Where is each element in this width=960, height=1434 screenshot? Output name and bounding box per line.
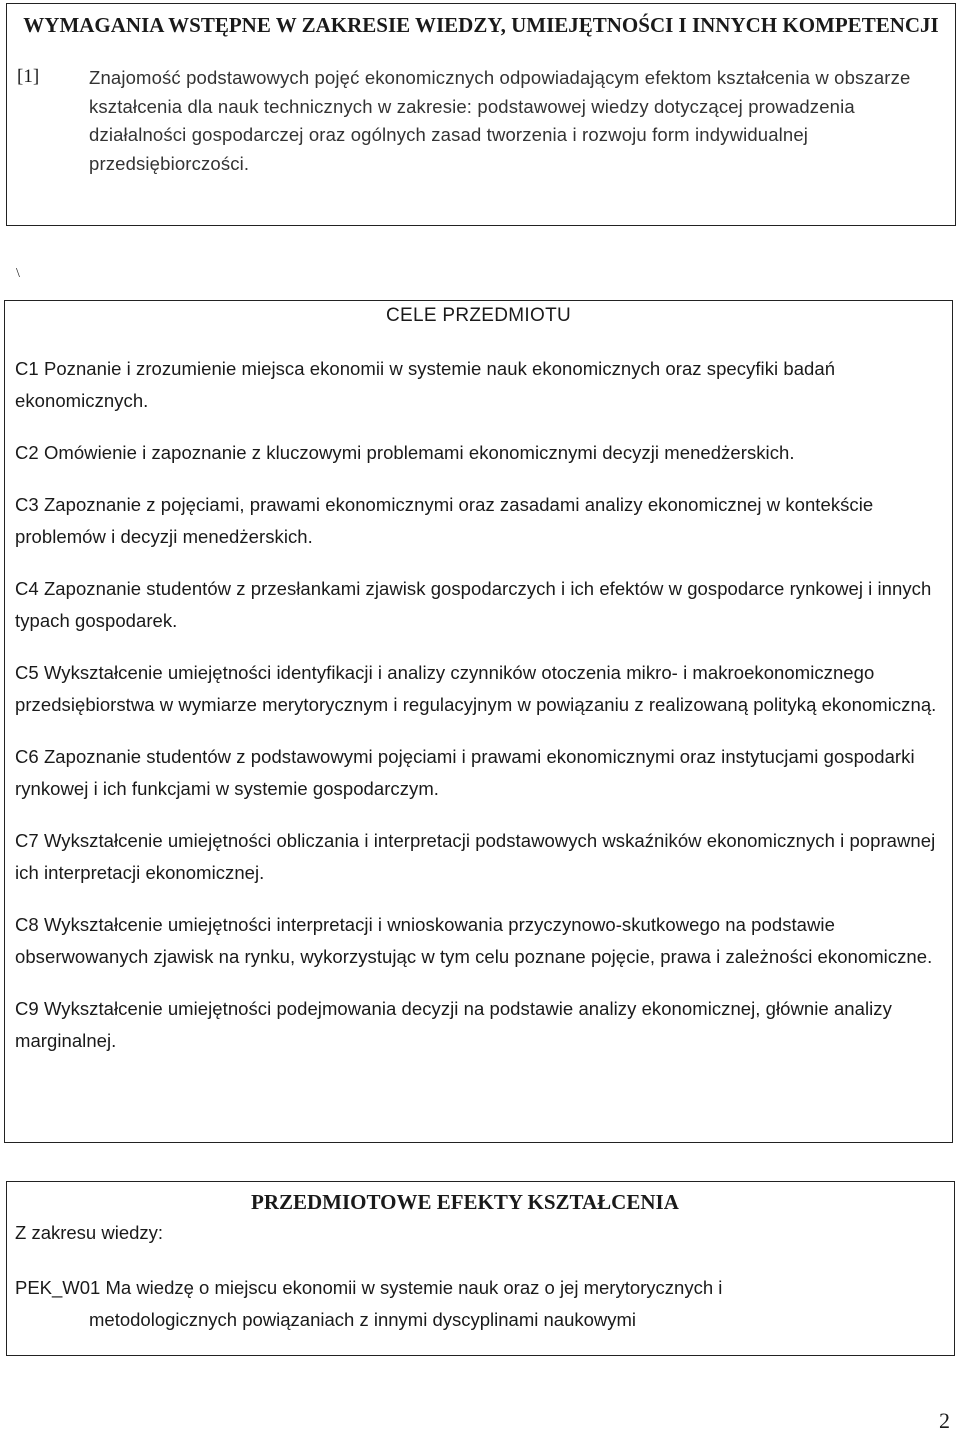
requirements-box [6,3,956,226]
goal-item: C1 Poznanie i zrozumienie miejsca ekonomii w systemie nauk ekonomicznych oraz specyfiki badań ekonomicznych. [15,358,836,411]
goal-item: C3 Zapoznanie z pojęciami, prawami ekonomicznymi oraz zasadami analizy ekonomicznej w kontekście problemów i decyzji menedżerskich. [15,494,874,547]
outcome-pek-w01-line2: metodologicznych powiązaniach z innymi dyscyplinami naukowymi [89,1309,637,1330]
requirement-text: Znajomość podstawowych pojęć ekonomicznych odpowiadającym efektom kształcenia w obszarze kształcenia dla nauk technicznych w zakresie: podstawowej wiedzy dotyczącej prowadzenia działalności gospodarczej oraz ogólnych zasad tworzenia i rozwoju form indywidualnej przedsiębiorczości. [89,67,911,174]
goal-item: C9 Wykształcenie umiejętności podejmowania decyzji na podstawie analizy ekonomicznej, głównie analizy marginalnej. [15,998,892,1051]
outcome-pek-w01-line1: PEK_W01 Ma wiedzę o miejscu ekonomii w systemie nauk oraz o jej merytorycznych i [15,1277,723,1298]
outcomes-box [6,1181,955,1356]
goal-item: C8 Wykształcenie umiejętności interpretacji i wnioskowania przyczynowo-skutkowego na podstawie obserwowanych zjawisk na rynku, wykorzystując w tym celu poznane pojęcie, prawa i zależności ekonomiczne. [15,914,933,967]
requirement-number: [1] [17,66,40,87]
goals-list [15,353,940,1077]
requirements-title: WYMAGANIA WSTĘPNE W ZAKRESIE WIEDZY, UMIEJĘTNOŚCI I INNYCH KOMPETENCJI [23,13,939,37]
goal-item: C4 Zapoznanie studentów z przesłankami zjawisk gospodarczych i ich efektów w gospodarce rynkowej i innych typach gospodarek. [15,578,932,631]
goal-item: C6 Zapoznanie studentów z podstawowymi pojęciami i prawami ekonomicznymi oraz instytucjami gospodarki rynkowej i ich funkcjami w systemie gospodarczym. [15,746,915,799]
goal-item: C7 Wykształcenie umiejętności obliczania i interpretacji podstawowych wskaźników ekonomicznych i poprawnej ich interpretacji ekonomicznej. [15,830,936,883]
scope-label: Z zakresu wiedzy: [15,1222,164,1243]
separator-mark: \ [16,266,20,281]
goal-item: C2 Omówienie i zapoznanie z kluczowymi problemami ekonomicznymi decyzji menedżerskich. [15,442,795,463]
goals-box [4,300,953,1143]
outcomes-title: PRZEDMIOTOWE EFEKTY KSZTAŁCENIA [251,1190,679,1214]
goals-title: CELE PRZEDMIOTU [385,305,572,326]
page-number: 2 [939,1408,950,1433]
goal-item: C5 Wykształcenie umiejętności identyfikacji i analizy czynników otoczenia mikro- i makroekonomicznego przedsiębiorstwa w wymiarze merytorycznym i regulacyjnym w powiązaniu z realizowaną polityką ekonomiczną. [15,662,937,715]
